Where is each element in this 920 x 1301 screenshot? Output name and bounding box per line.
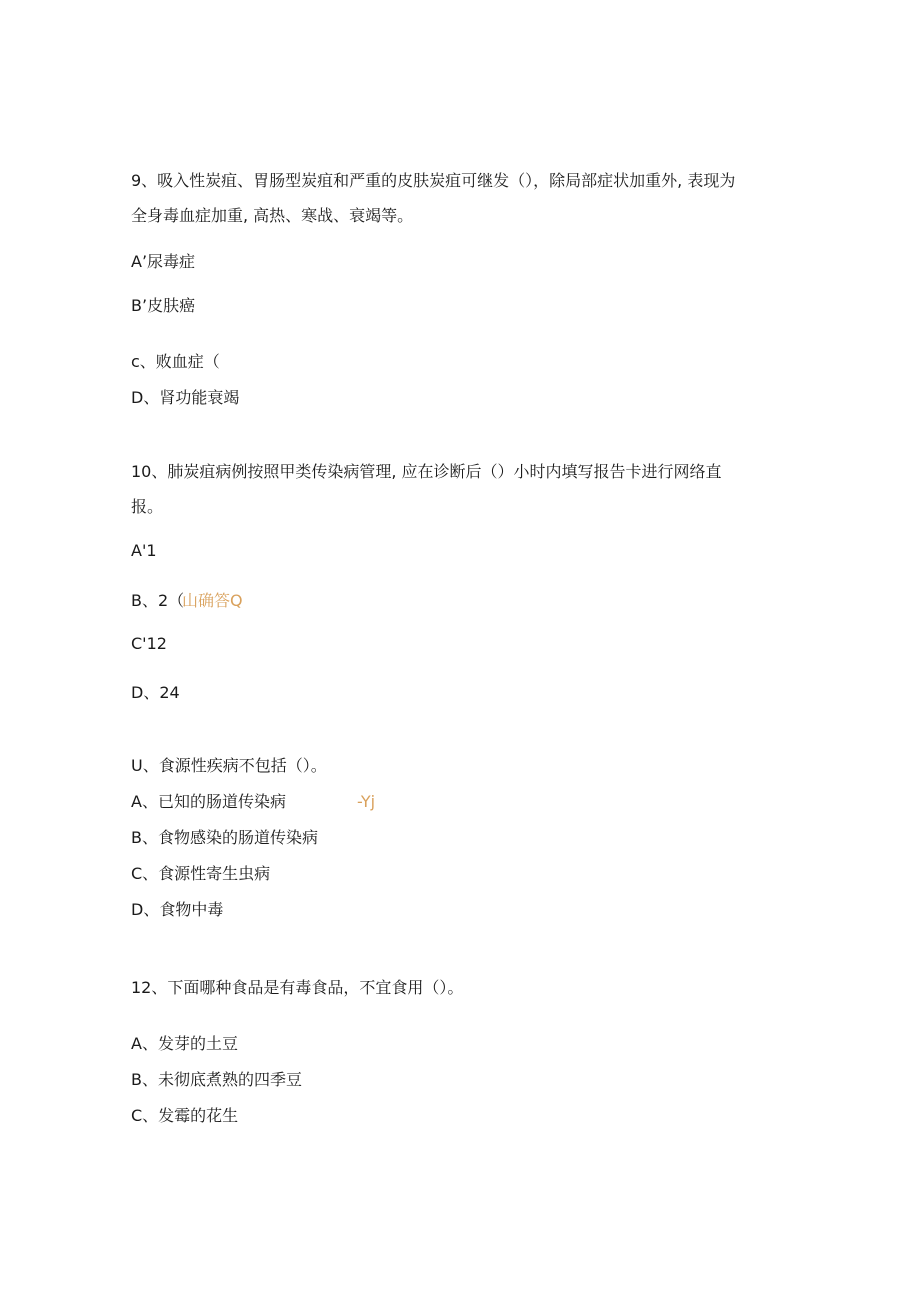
question-10-stem-line-2: 报。	[131, 497, 164, 516]
question-9-stem-line-1: 9、吸入性炭疽、胃肠型炭疽和严重的皮肤炭疽可继发（），除局部症状加重外, 表现为	[131, 171, 736, 190]
question-11-stem: U、食源性疾病不包括（）。	[131, 756, 327, 775]
question-12-stem: 12、下面哪种食品是有毒食品，不宜食用（）。	[131, 978, 464, 997]
question-9-stem-line-2: 全身毒血症加重, 高热、寒战、衰竭等。	[131, 206, 414, 225]
question-12-option-c[interactable]: C、发霉的花生	[131, 1106, 239, 1125]
question-10-option-c[interactable]: C'12	[131, 634, 167, 653]
question-11-option-b[interactable]: B、食物感染的肠道传染病	[131, 828, 318, 847]
question-9-option-a[interactable]: A’尿毒症	[131, 252, 196, 271]
question-10-option-d[interactable]: D、24	[131, 683, 180, 702]
question-12-option-b[interactable]: B、未彻底煮熟的四季豆	[131, 1070, 302, 1089]
question-11-option-d[interactable]: D、食物中毒	[131, 900, 224, 919]
question-12-option-a[interactable]: A、发芽的土豆	[131, 1034, 238, 1053]
question-11-option-c[interactable]: C、食源性寄生虫病	[131, 864, 271, 883]
question-10-option-a[interactable]: A'1	[131, 541, 157, 560]
question-11-annotation: -Yj	[357, 792, 376, 811]
question-10-annotation: 山确答Q	[182, 591, 243, 610]
question-9-option-d[interactable]: D、肾功能衰竭	[131, 388, 240, 407]
question-10-option-b[interactable]: B、2（	[131, 591, 185, 610]
question-9-option-c[interactable]: c、败血症（	[131, 352, 220, 371]
question-10-stem-line-1: 10、肺炭疽病例按照甲类传染病管理, 应在诊断后（）小时内填写报告卡进行网络直	[131, 462, 722, 481]
question-11-option-a[interactable]: A、已知的肠道传染病	[131, 792, 286, 811]
question-9-option-b[interactable]: B’皮肤癌	[131, 296, 196, 315]
